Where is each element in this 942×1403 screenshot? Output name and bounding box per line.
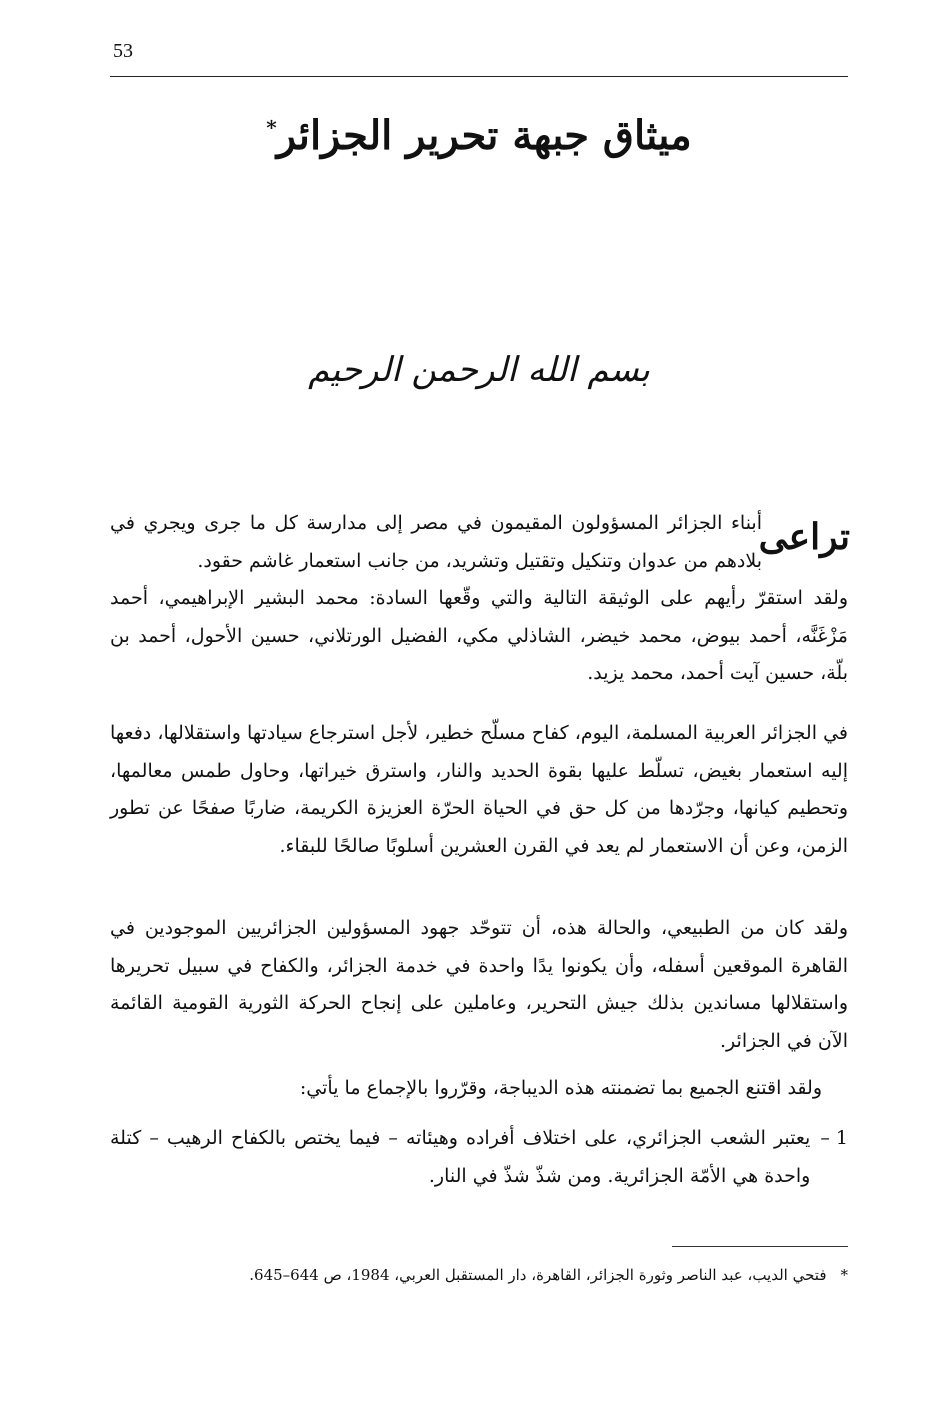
footnote	[110, 1262, 848, 1288]
footnote-text: فتحي الديب، عبد الناصر وثورة الجزائر، القاهرة، دار المستقبل العربي، 1984، ص 644–645.	[249, 1266, 827, 1284]
footnote-mark: *	[840, 1266, 848, 1284]
paragraph-unity: ولقد كان من الطبيعي، والحالة هذه، أن تتوحّد جهود المسؤولين الجزائريين الموجودين في القاهرة الموقعين أسفله، وأن يكونوا يدًا واحدة في خدمة الجزائر، والكفاح في سبيل تحريرها واستقلالها مساندين بذلك جيش التحرير، وعاملين على إنجاح الحركة الثورية القومية القائمة الآن في الجزائر.	[110, 917, 848, 1052]
list-item	[110, 1120, 848, 1195]
page-number: 53	[113, 40, 133, 62]
title-footnote-mark: *	[266, 115, 277, 140]
side-heading: تراعى	[758, 516, 850, 558]
list-item-text: يعتبر الشعب الجزائري، على اختلاف أفراده وهيئاته – فيما يختص بالكفاح الرهيب – كتلة واحدة هي الأمّة الجزائرية. ومن شذّ شذّ في النار.	[110, 1127, 811, 1187]
footnote-rule	[672, 1246, 848, 1247]
title-text: ميثاق جبهة تحرير الجزائر	[276, 112, 692, 159]
paragraph-struggle: في الجزائر العربية المسلمة، اليوم، كفاح مسلّح خطير، لأجل استرجاع سيادتها واستقلالها، دفعها إليه استعمار بغيض، تسلّط عليها بقوة الحديد والنار، واسترق خيراتها، وحاول طمس معالمها، وتحطيم كيانها، وجرّدها من كل حق في الحياة الحرّة العزيزة الكريمة، ضاربًا صفحًا عن تطور الزمن، وعن أن الاستعمار لم يعد في القرن العشرين أسلوبًا صالحًا للبقاء.	[110, 722, 848, 857]
paragraph-resolution: ولقد اقتنع الجميع بما تضمنته هذه الديباجة، وقرّروا بالإجماع ما يأتي:	[299, 1077, 822, 1099]
page-title	[110, 112, 848, 159]
header-rule	[110, 76, 848, 77]
list-item-number: 1 –	[820, 1127, 848, 1149]
basmala: بسم الله الرحمن الرحيم	[308, 350, 650, 390]
paragraph-signatories: ولقد استقرّ رأيهم على الوثيقة التالية والتي وقّعها السادة: محمد البشير الإبراهيمي، أحمد مَزْغَنَّه، أحمد بيوض، محمد خيضر، الشاذلي مكي، الفضيل الورتلاني، حسين الأحول، أحمد بن بلّة، حسين آيت أحمد، محمد يزيد.	[110, 587, 848, 684]
paragraph-intro: أبناء الجزائر المسؤولون المقيمون في مصر إلى مدارسة كل ما جرى ويجري في بلادهم من عدوان وتنكيل وتقتيل وتشريد، من جانب استعمار غاشم حقود.	[110, 512, 762, 572]
